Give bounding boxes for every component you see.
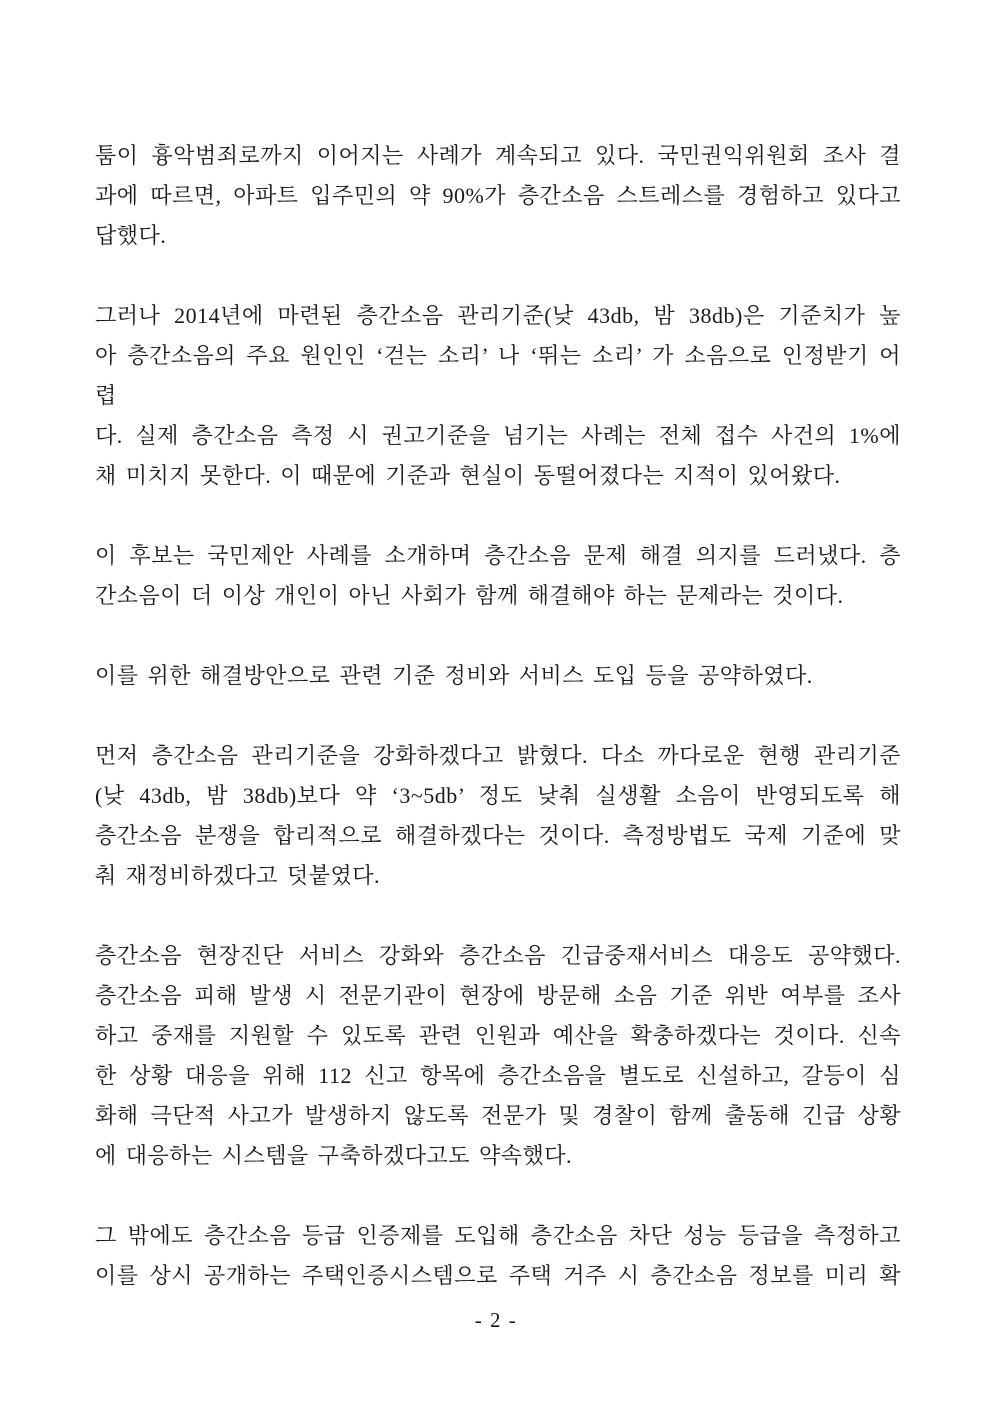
text-line: 이를 상시 공개하는 주택인증시스템으로 주택 거주 시 층간소음 정보를 미리 확: [95, 1263, 901, 1288]
text-line: 이 후보는 국민제안 사례를 소개하며 층간소음 문제 해결 의지를 드러냈다. 층: [95, 543, 901, 568]
text-line: 그 밖에도 층간소음 등급 인증제를 도입해 층간소음 차단 성능 등급을 측정하고: [95, 1223, 901, 1248]
paragraph: [95, 936, 901, 1176]
paragraph: [95, 656, 901, 696]
text-line: 화해 극단적 사고가 발생하지 않도록 전문가 및 경찰이 함께 출동해 긴급 상황: [95, 1103, 901, 1128]
text-line: 다. 실제 층간소음 측정 시 권고기준을 넘기는 사례는 전체 접수 사건의 1%에: [95, 423, 901, 448]
text-line: 춰 재정비하겠다고 덧붙였다.: [95, 863, 381, 888]
text-line: 층간소음 피해 발생 시 전문기관이 현장에 방문해 소음 기준 위반 여부를 조사: [95, 983, 901, 1008]
text-line: 채 미치지 못한다. 이 때문에 기준과 현실이 동떨어졌다는 지적이 있어왔다.: [95, 463, 841, 488]
paragraph: [95, 136, 901, 256]
paragraph: [95, 736, 901, 896]
text-line: 툼이 흉악범죄로까지 이어지는 사례가 계속되고 있다. 국민권익위원회 조사 결: [95, 143, 901, 168]
text-line: 아 층간소음의 주요 원인인 ‘걷는 소리’ 나 ‘뛰는 소리’ 가 소음으로 인정받기 어렵: [95, 343, 901, 408]
text-line: 답했다.: [95, 223, 167, 248]
text-line: 하고 중재를 지원할 수 있도록 관련 인원과 예산을 확충하겠다는 것이다. 신속: [95, 1023, 901, 1048]
text-line: 층간소음 현장진단 서비스 강화와 층간소음 긴급중재서비스 대응도 공약했다.: [95, 943, 901, 968]
text-line: 먼저 층간소음 관리기준을 강화하겠다고 밝혔다. 다소 까다로운 현행 관리기준: [95, 743, 901, 768]
text-line: 에 대응하는 시스템을 구축하겠다고도 약속했다.: [95, 1143, 573, 1168]
text-line: 과에 따르면, 아파트 입주민의 약 90%가 층간소음 스트레스를 경험하고 있다고: [95, 183, 901, 208]
document-body: [95, 136, 901, 1296]
paragraph: [95, 1216, 901, 1296]
text-line: 간소음이 더 이상 개인이 아닌 사회가 함께 해결해야 하는 문제라는 것이다.: [95, 583, 844, 608]
paragraph: [95, 536, 901, 616]
text-line: 그러나 2014년에 마련된 층간소음 관리기준(낮 43db, 밤 38db)은 기준치가 높: [95, 303, 901, 328]
text-line: 한 상황 대응을 위해 112 신고 항목에 층간소음을 별도로 신설하고, 갈등이 심: [95, 1063, 901, 1088]
text-line: (낮 43db, 밤 38db)보다 약 ‘3~5db’ 정도 낮춰 실생활 소음이 반영되도록 해: [95, 783, 901, 808]
text-line: 이를 위한 해결방안으로 관련 기준 정비와 서비스 도입 등을 공약하였다.: [95, 663, 813, 688]
page-number: - 2 -: [474, 1308, 518, 1332]
text-line: 층간소음 분쟁을 합리적으로 해결하겠다는 것이다. 측정방법도 국제 기준에 맞: [95, 823, 901, 848]
paragraph: [95, 296, 901, 496]
